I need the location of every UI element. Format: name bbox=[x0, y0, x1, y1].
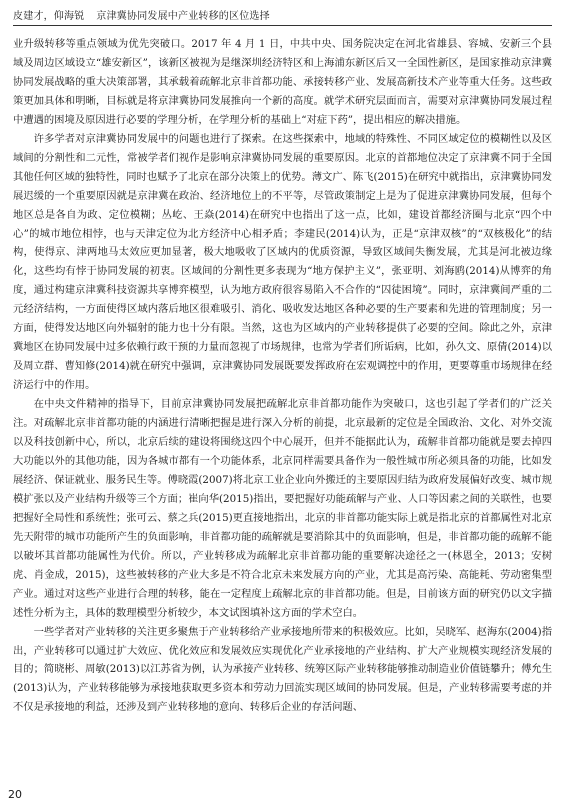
page-number: 20 bbox=[8, 788, 22, 801]
header-title: 京津冀协同发展中产业转移的区位选择 bbox=[96, 11, 270, 22]
running-header bbox=[13, 0, 552, 26]
header-authors: 皮建才，仰海锐 bbox=[13, 11, 85, 22]
paragraph: 在中央文件精神的指导下，目前京津冀协同发展把疏解北京非首都功能作为突破口，这也引起了学者们的广泛关注。对疏解北京非首都功能的内涵进行清晰把握是进行深入分析的前提，北京最新的定位是全国政治、文化、对外交流以及科技创新中心，所以，北京后续的建设将围绕这四个中心展开，但并不能据此认为，疏解非首都功能就是要去掉四大功能以外的其他功能，因为各城市都有一个功能体系，北京同样需要具备作为一般性城市所必须具备的功能，比如发展经济、保证就业、服务民生等。傅晓霞(2007)将北京工业企业向外搬迁的主要原因归结为政府发展偏好改变、城市规模扩张以及产业结构升级等三个方面；崔向华(2015)指出，要把握好功能疏解与产业、人口等因素之间的关联性，也要把握好全局性和系统性；张可云、蔡之兵(2015)更直接地指出，北京的非首都功能实际上就是指北京的首都属性对北京先天附带的城市功能所产生的负面影响，非首都功能的疏解就是要消除其中的负面影响，但是，非首都功能的疏解不能以破坏其首都功能属性为代价。所以，产业转移成为疏解北京非首都功能的重要解决途径之一(林恩全，2013；安树虎、肖金成，2015)，这些被转移的产业大多是不符合北京未来发展方向的产业，尤其是高污染、高能耗、劳动密集型产业。通过对这些产业进行合理的转移，能在一定程度上疏解北京的非首都功能。但是，目前该方面的研究仍以文字描述性分析为主，具体的数理模型分析较少，本文试图填补这方面的学术空白。 bbox=[13, 398, 552, 619]
article-body bbox=[13, 35, 552, 717]
paragraph: 许多学者对京津冀协同发展中的问题也进行了探索。在这些探索中，地域的特殊性、不同区域定位的模糊性以及区域间的分割性和二元性，常被学者们视作是影响京津冀协同发展的重要原因。北京的首都地位决定了京津冀不同于全国其他任何区域的独特性，同时也赋予了北京在部分决策上的优势。薄文广、陈飞(2015)在研究中就指出，京津冀协同发展迟缓的一个重要原因就是京津冀在政治、经济地位上的不平等，尽管政策制定上是为了促进京津冀协同发展，但每个地区总是各自为政、定位模糊；丛屹、王焱(2014)在研究中也指出了这一点，比如，建设首都经济圈与北京“四个中心”的城市地位相悖，也与天津定位为北方经济中心相矛盾；李建民(2014)认为，正是“京津双核”的“双核极化”的结构，使得京、津两地马太效应更加显著，极大地吸收了区域内的优质资源，导致区域间失衡发展，尤其是河北被边缘化，这些均有悖于协同发展的初衷。区域间的分割性更多表现为“地方保护主义”，张亚明、刘海鸥(2014)从博弈的角度，通过构建京津冀科技资源共享博弈模型，认为地方政府很容易陷入不合作的“囚徒困境”。同时，京津冀间严重的二元经济结构，一方面使得区域内落后地区很难吸引、消化、吸收发达地区各种必要的生产要素和先进的管理制度；另一方面，使得发达地区向外辐射的能力也十分有限。当然，这也为区域内的产业转移提供了必要的空间。除此之外，京津冀地区在协同发展中过多依赖行政干预的力量而忽视了市场规律，也常为学者们所诟病，比如，孙久文、原倩(2014)以及周立群、曹知修(2014)就在研究中强调，京津冀协同发展既要发挥政府在宏观调控中的作用，更要尊重市场规律在经济运行中的作用。 bbox=[13, 132, 552, 392]
paragraph: 一些学者对产业转移的关注更多聚焦于产业转移给产业承接地所带来的积极效应。比如，吴晓军、赵海东(2004)指出，产业转移可以通过扩大效应、优化效应和发展效应实现优化产业承接地的产业结构、扩大产业规模实现经济发展的目的；简晓彬、周敏(2013)以江苏省为例，认为承接产业转移、统筹区际产业转移能够推动制造业价值链攀升；傅允生(2013)认为，产业转移能够为承接地获取更多资本和劳动力回流实现区域间的协同发展。但是，产业转移需要考虑的并不仅是承接地的利益，还涉及到产业转移地的意向、转移后企业的存活问题、 bbox=[13, 625, 552, 714]
paragraph-continued: 业升级转移等重点领域为优先突破口。2017 年 4 月 1 日，中共中央、国务院决定在河北省雄县、容城、安新三个县域及周边区域设立“雄安新区”，该新区被视为是继深圳经济特区和上海浦东新区后又一全国性新区，是国家推动京津冀协同发展战略的重大决策部署，其承载着疏解北京非首都功能、承接转移产业、发展高新技术产业等重大任务。这些政策更加具体和明晰，目标就是将京津冀协同发展推向一个新的高度。就学术研究层面而言，需要对京津冀协同发展过程中遭遇的困境及原因进行必要的学理分析，在学理分析的基础上“对症下药”，提出相应的解决措施。 bbox=[13, 38, 552, 126]
